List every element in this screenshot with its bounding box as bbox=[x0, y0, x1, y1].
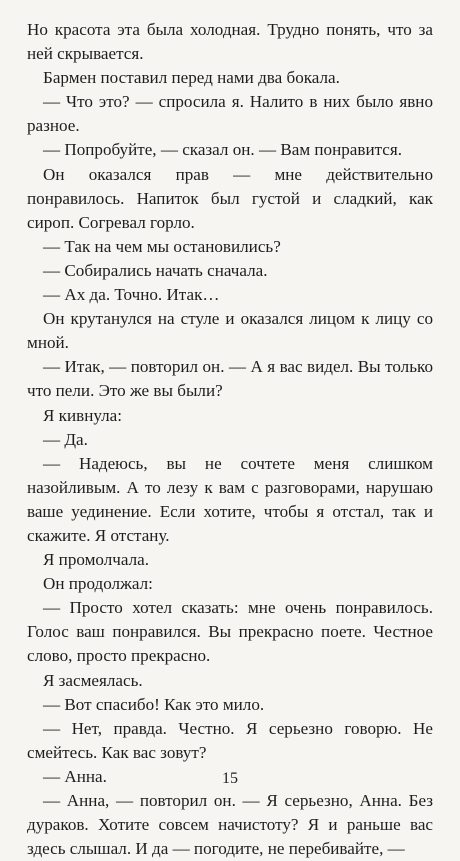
body-text bbox=[27, 18, 433, 861]
paragraph: Бармен поставил перед нами два бокала. bbox=[43, 68, 340, 88]
paragraph: Он крутанулся на стуле и оказался лицом к лицу со мной. bbox=[27, 309, 433, 353]
paragraph: — Вот спасибо! Как это мило. bbox=[43, 694, 265, 714]
paragraph: Я кивнула: bbox=[43, 405, 123, 425]
paragraph: Но красота эта была холодная. Трудно понять, что за ней скрывается. bbox=[27, 20, 433, 64]
page-number: 15 bbox=[222, 770, 238, 787]
paragraph: — Анна. bbox=[43, 766, 107, 786]
paragraph: — Собирались начать сначала. bbox=[43, 260, 268, 280]
paragraph: — Да. bbox=[43, 429, 88, 449]
paragraph: — Просто хотел сказать: мне очень понравилось. Голос ваш понравился. Вы прекрасно поете. Честное слово, просто прекрасно. bbox=[27, 598, 433, 666]
paragraph: — Надеюсь, вы не сочтете меня слишком назойливым. А то лезу к вам с разговорами, нарушаю ваше уединение. Если хотите, чтобы я отстал, так и скажите. Я отстану. bbox=[27, 453, 433, 545]
paragraph: Он оказался прав — мне действительно понравилось. Напиток был густой и сладкий, как сироп. Согревал горло. bbox=[27, 164, 433, 232]
paragraph: — Нет, правда. Честно. Я серьезно говорю. Не смейтесь. Как вас зовут? bbox=[27, 718, 433, 762]
paragraph: — Попробуйте, — сказал он. — Вам понравится. bbox=[43, 140, 403, 160]
paragraph: Он продолжал: bbox=[43, 574, 153, 594]
paragraph: Я промолчала. bbox=[43, 550, 149, 570]
paragraph: — Что это? — спросила я. Налито в них было явно разное. bbox=[27, 92, 433, 136]
paragraph: Я засмеялась. bbox=[43, 670, 143, 690]
paragraph: — Анна, — повторил он. — Я серьезно, Анна. Без дураков. Хотите совсем начистоту? Я и раньше вас здесь слышал. И да — погодите, не перебивайте, — bbox=[27, 791, 433, 859]
paragraph: — Итак, — повторил он. — А я вас видел. Вы только что пели. Это же вы были? bbox=[27, 357, 433, 401]
paragraph: — Так на чем мы остановились? bbox=[43, 236, 281, 256]
paragraph: — Ах да. Точно. Итак… bbox=[43, 285, 220, 305]
